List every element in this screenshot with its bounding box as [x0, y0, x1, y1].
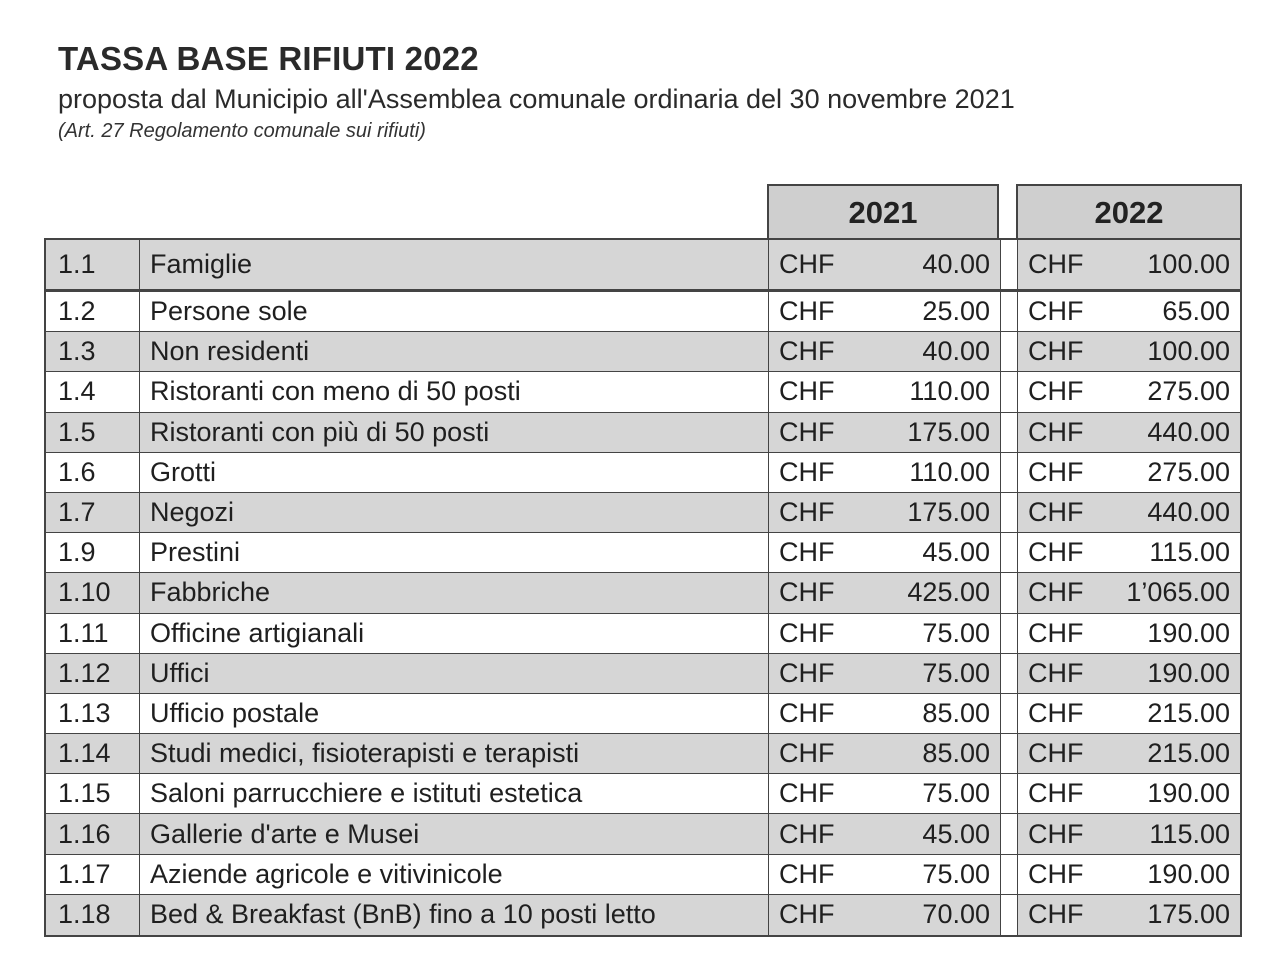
amount-2022-cell [1018, 654, 1240, 693]
table-row [46, 332, 1240, 372]
currency-label: CHF [779, 778, 835, 809]
amount-2022-cell [1018, 774, 1240, 813]
table-row [46, 453, 1240, 493]
amount-2021: 110.00 [909, 456, 990, 487]
amount-2021-cell [769, 774, 1001, 813]
currency-label: CHF [779, 697, 835, 728]
row-number: 1.7 [46, 493, 140, 532]
row-number: 1.17 [46, 855, 140, 894]
amount-2022-cell [1018, 694, 1240, 733]
row-description: Fabbriche [140, 573, 769, 612]
row-number: 1.3 [46, 332, 140, 371]
table-row [46, 614, 1240, 654]
currency-label: CHF [779, 818, 835, 849]
currency-label: CHF [1028, 778, 1084, 809]
amount-2021: 75.00 [922, 617, 990, 648]
amount-2022: 275.00 [1147, 376, 1230, 407]
column-gap [1001, 240, 1018, 289]
amount-2021: 85.00 [922, 697, 990, 728]
table-row [46, 533, 1240, 573]
amount-2022: 100.00 [1147, 336, 1230, 367]
document-title: TASSA BASE RIFIUTI 2022 [58, 40, 479, 77]
amount-2022: 115.00 [1149, 537, 1230, 568]
column-gap [1001, 413, 1018, 452]
row-number: 1.2 [46, 292, 140, 331]
amount-2021: 425.00 [907, 577, 990, 608]
row-number: 1.6 [46, 453, 140, 492]
row-description: Bed & Breakfast (BnB) fino a 10 posti letto [140, 895, 769, 935]
amount-2022: 190.00 [1147, 858, 1230, 889]
amount-2021: 75.00 [922, 858, 990, 889]
amount-2022-cell [1018, 533, 1240, 572]
currency-label: CHF [1028, 336, 1084, 367]
currency-label: CHF [1028, 738, 1084, 769]
row-description: Saloni parrucchiere e istituti estetica [140, 774, 769, 813]
currency-label: CHF [779, 456, 835, 487]
document-subtitle: proposta dal Municipio all'Assemblea comunale ordinaria del 30 novembre 2021 [58, 84, 1015, 114]
amount-2021: 75.00 [922, 657, 990, 688]
currency-label: CHF [779, 657, 835, 688]
row-number: 1.5 [46, 413, 140, 452]
row-number: 1.10 [46, 573, 140, 612]
currency-label: CHF [1028, 657, 1084, 688]
amount-2022: 215.00 [1147, 697, 1230, 728]
amount-2022-cell [1018, 413, 1240, 452]
amount-2022-cell [1018, 453, 1240, 492]
currency-label: CHF [779, 497, 835, 528]
currency-label: CHF [779, 416, 835, 447]
amount-2022-cell [1018, 734, 1240, 773]
row-number: 1.1 [46, 240, 140, 289]
row-number: 1.11 [46, 614, 140, 653]
table-row [46, 413, 1240, 453]
row-description: Ufficio postale [140, 694, 769, 733]
document-reference: (Art. 27 Regolamento comunale sui rifiuti) [58, 120, 426, 142]
currency-label: CHF [779, 376, 835, 407]
amount-2021-cell [769, 372, 1001, 411]
currency-label: CHF [1028, 537, 1084, 568]
amount-2022-cell [1018, 292, 1240, 331]
amount-2021-cell [769, 895, 1001, 935]
amount-2022: 1’065.00 [1126, 577, 1230, 608]
amount-2021-cell [769, 292, 1001, 331]
row-number: 1.14 [46, 734, 140, 773]
row-number: 1.13 [46, 694, 140, 733]
amount-2022-cell [1018, 614, 1240, 653]
currency-label: CHF [779, 617, 835, 648]
table-row [46, 493, 1240, 533]
table-row [46, 694, 1240, 734]
row-description: Gallerie d'arte e Musei [140, 814, 769, 853]
currency-label: CHF [1028, 577, 1084, 608]
row-description: Studi medici, fisioterapisti e terapisti [140, 734, 769, 773]
row-number: 1.15 [46, 774, 140, 813]
amount-2022-cell [1018, 493, 1240, 532]
row-description: Famiglie [140, 240, 769, 289]
amount-2021: 85.00 [922, 738, 990, 769]
column-header-2022: 2022 [1016, 184, 1242, 240]
currency-label: CHF [1028, 697, 1084, 728]
amount-2021-cell [769, 734, 1001, 773]
column-gap [1001, 292, 1018, 331]
column-gap [1001, 533, 1018, 572]
row-number: 1.4 [46, 372, 140, 411]
amount-2022: 275.00 [1147, 456, 1230, 487]
table-row [46, 292, 1240, 332]
currency-label: CHF [779, 738, 835, 769]
amount-2021-cell [769, 654, 1001, 693]
amount-2021: 45.00 [922, 818, 990, 849]
amount-2022: 115.00 [1149, 818, 1230, 849]
currency-label: CHF [779, 249, 835, 279]
currency-label: CHF [779, 296, 835, 327]
currency-label: CHF [1028, 818, 1084, 849]
currency-label: CHF [1028, 899, 1084, 930]
column-gap [1001, 895, 1018, 935]
amount-2022-cell [1018, 240, 1240, 289]
table-row [46, 573, 1240, 613]
currency-label: CHF [779, 577, 835, 608]
amount-2021-cell [769, 573, 1001, 612]
amount-2021-cell [769, 493, 1001, 532]
row-description: Ristoranti con meno di 50 posti [140, 372, 769, 411]
currency-label: CHF [1028, 296, 1084, 327]
column-gap [1001, 774, 1018, 813]
amount-2021: 70.00 [922, 899, 990, 930]
amount-2021-cell [769, 694, 1001, 733]
row-number: 1.16 [46, 814, 140, 853]
column-gap [1001, 694, 1018, 733]
row-description: Ristoranti con più di 50 posti [140, 413, 769, 452]
table-row [46, 372, 1240, 412]
currency-label: CHF [1028, 416, 1084, 447]
currency-label: CHF [1028, 497, 1084, 528]
currency-label: CHF [1028, 858, 1084, 889]
currency-label: CHF [779, 899, 835, 930]
column-gap [1001, 614, 1018, 653]
amount-2021: 175.00 [907, 497, 990, 528]
row-description: Uffici [140, 654, 769, 693]
column-gap [1001, 493, 1018, 532]
amount-2021: 110.00 [909, 376, 990, 407]
table-row [46, 774, 1240, 814]
amount-2021: 175.00 [907, 416, 990, 447]
column-gap [1001, 332, 1018, 371]
amount-2022: 65.00 [1162, 296, 1230, 327]
column-gap [1001, 855, 1018, 894]
amount-2022-cell [1018, 855, 1240, 894]
amount-2021-cell [769, 453, 1001, 492]
amount-2022-cell [1018, 895, 1240, 935]
row-description: Prestini [140, 533, 769, 572]
row-description: Officine artigianali [140, 614, 769, 653]
column-gap [1001, 734, 1018, 773]
amount-2022: 440.00 [1147, 416, 1230, 447]
currency-label: CHF [779, 858, 835, 889]
amount-2021-cell [769, 533, 1001, 572]
amount-2021-cell [769, 855, 1001, 894]
amount-2021: 40.00 [922, 249, 990, 279]
amount-2022: 175.00 [1147, 899, 1230, 930]
amount-2022: 215.00 [1147, 738, 1230, 769]
table-row [46, 240, 1240, 292]
amount-2022: 100.00 [1147, 249, 1230, 279]
currency-label: CHF [779, 336, 835, 367]
row-description: Persone sole [140, 292, 769, 331]
amount-2021: 25.00 [922, 296, 990, 327]
table-row [46, 654, 1240, 694]
amount-2021-cell [769, 332, 1001, 371]
fee-table [44, 238, 1242, 937]
currency-label: CHF [1028, 617, 1084, 648]
amount-2021: 45.00 [922, 537, 990, 568]
row-description: Negozi [140, 493, 769, 532]
row-number: 1.12 [46, 654, 140, 693]
table-row [46, 855, 1240, 895]
amount-2022-cell [1018, 573, 1240, 612]
currency-label: CHF [1028, 456, 1084, 487]
row-number: 1.18 [46, 895, 140, 935]
column-gap [1001, 573, 1018, 612]
amount-2021: 75.00 [922, 778, 990, 809]
amount-2021-cell [769, 814, 1001, 853]
row-description: Non residenti [140, 332, 769, 371]
row-description: Grotti [140, 453, 769, 492]
amount-2021-cell [769, 614, 1001, 653]
amount-2022-cell [1018, 372, 1240, 411]
amount-2021: 40.00 [922, 336, 990, 367]
table-row [46, 734, 1240, 774]
amount-2022: 440.00 [1147, 497, 1230, 528]
amount-2021-cell [769, 240, 1001, 289]
amount-2022: 190.00 [1147, 617, 1230, 648]
column-gap [1001, 453, 1018, 492]
amount-2022: 190.00 [1147, 657, 1230, 688]
amount-2021-cell [769, 413, 1001, 452]
amount-2022-cell [1018, 332, 1240, 371]
amount-2022: 190.00 [1147, 778, 1230, 809]
column-gap [1001, 372, 1018, 411]
table-row [46, 895, 1240, 935]
amount-2022-cell [1018, 814, 1240, 853]
column-gap [1001, 654, 1018, 693]
column-header-2021: 2021 [767, 184, 999, 240]
row-number: 1.9 [46, 533, 140, 572]
currency-label: CHF [1028, 376, 1084, 407]
column-gap [1001, 814, 1018, 853]
currency-label: CHF [1028, 249, 1084, 279]
table-row [46, 814, 1240, 854]
row-description: Aziende agricole e vitivinicole [140, 855, 769, 894]
currency-label: CHF [779, 537, 835, 568]
